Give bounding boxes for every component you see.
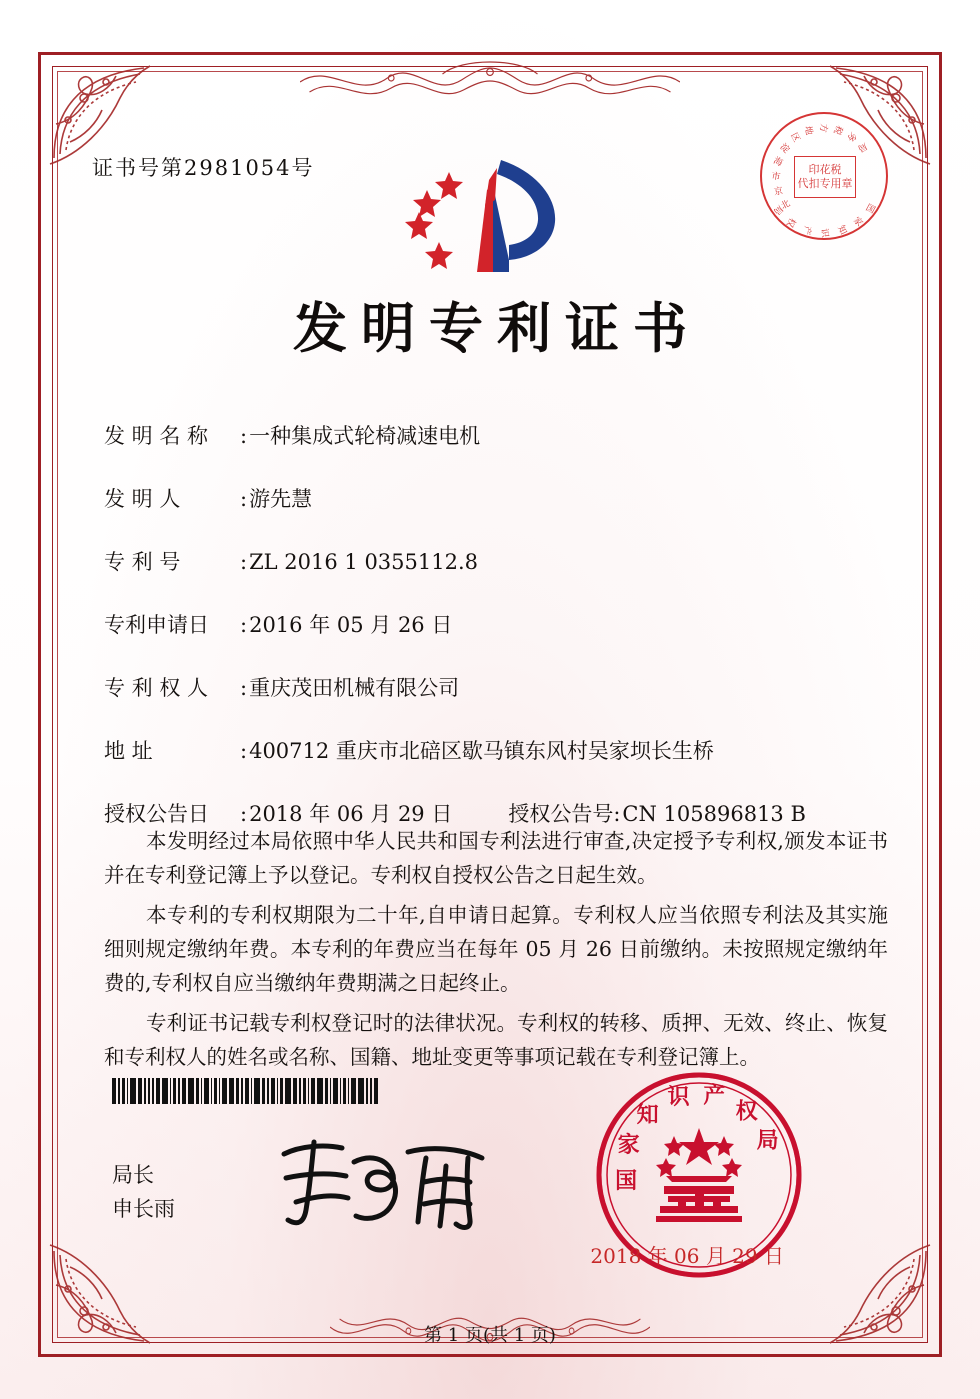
svg-text:产: 产 xyxy=(703,1082,726,1109)
field-value-address: 400712 重庆市北碚区歇马镇东风村吴家坝长生桥 xyxy=(249,739,714,763)
field-label: 专 利 号 xyxy=(104,550,181,574)
signature-labels xyxy=(112,1158,175,1226)
paragraph-1: 本发明经过本局依照中华人民共和国专利法进行审查,决定授予专利权,颁发本证书并在专利登记簿上予以登记。专利权自授权公告之日起生效。 xyxy=(104,829,888,887)
svg-text:权: 权 xyxy=(735,1098,758,1125)
page-footer: 第 1 页(共 1 页) xyxy=(424,1325,556,1346)
field-value-patent-number: ZL 2016 1 0355112.8 xyxy=(249,550,479,574)
top-border-ornament-icon xyxy=(300,52,680,110)
field-value-grant-date: 2018 年 06 月 29 日 xyxy=(249,802,453,826)
field-colon: : xyxy=(240,739,248,763)
svg-text:家: 家 xyxy=(617,1132,640,1159)
field-value-invention-name: 一种集成式轮椅减速电机 xyxy=(249,424,481,448)
field-label-grant-publication-number: 授权公告号 xyxy=(508,802,614,826)
field-row xyxy=(104,609,888,672)
director-title-label: 局长 xyxy=(112,1163,154,1187)
tax-stamp-line2: 代扣专用章 xyxy=(797,177,853,190)
field-label: 地 址 xyxy=(104,739,153,763)
field-row xyxy=(104,420,888,483)
field-row xyxy=(104,483,888,546)
field-label: 专利申请日 xyxy=(104,613,209,637)
svg-text:识: 识 xyxy=(667,1083,690,1110)
tax-stamp-ring-text: 北 京 市 海 淀 区 地 方 税 务 局 国 家 知 识 产 权 局 xyxy=(770,122,877,239)
field-label: 发 明 名 称 xyxy=(104,424,209,448)
svg-text:局: 局 xyxy=(756,1127,779,1154)
page-title: 发明专利证书 xyxy=(293,296,701,360)
field-label-grant-date: 授权公告日 xyxy=(104,802,209,826)
field-label: 专 利 权 人 xyxy=(104,676,209,700)
paragraph-3: 专利证书记载专利权登记时的法律状况。专利权的转移、质押、无效、终止、恢复和专利权人的姓名或名称、国籍、地址变更等事项记载在专利登记簿上。 xyxy=(104,1011,888,1069)
svg-text:知: 知 xyxy=(636,1101,659,1128)
certificate-barcode xyxy=(112,1078,380,1104)
field-colon: : xyxy=(240,424,248,448)
tax-stamp-seal xyxy=(760,112,888,240)
tax-stamp-inner-text xyxy=(794,156,856,198)
field-colon: : xyxy=(240,613,248,637)
cnipa-logo-icon xyxy=(405,150,575,275)
field-row xyxy=(104,735,888,798)
certificate-number: 证书号第2981054号 xyxy=(92,156,315,180)
field-list xyxy=(104,420,888,861)
field-colon: : xyxy=(240,676,248,700)
field-row xyxy=(104,546,888,609)
paragraph-2: 本专利的专利权期限为二十年,自申请日起算。专利权人应当依照专利法及其实施细则规定缴纳年费。本专利的年费应当在每年 05 月 26 日前缴纳。未按照规定缴纳年费的,专利权自应当缴纳年费期满之日起终止。 xyxy=(104,903,888,995)
body-text xyxy=(104,824,888,1080)
handwritten-signature-icon xyxy=(270,1128,500,1238)
field-value-grant-publication-number: CN 105896813 B xyxy=(622,802,806,826)
seal-date: 2018 年 06 月 29 日 xyxy=(590,1244,784,1268)
field-label: 发 明 人 xyxy=(104,487,181,511)
field-value-inventor: 游先慧 xyxy=(249,487,313,511)
field-value-application-date: 2016 年 05 月 26 日 xyxy=(249,613,453,637)
director-name-label: 申长雨 xyxy=(112,1197,175,1221)
field-colon: : xyxy=(613,802,621,826)
tax-stamp-line1: 印花税 xyxy=(808,163,842,177)
svg-text:国: 国 xyxy=(615,1167,638,1194)
field-row xyxy=(104,672,888,735)
field-colon: : xyxy=(240,802,248,826)
field-value-patentee: 重庆茂田机械有限公司 xyxy=(249,676,460,700)
field-colon: : xyxy=(240,550,248,574)
field-colon: : xyxy=(240,487,248,511)
